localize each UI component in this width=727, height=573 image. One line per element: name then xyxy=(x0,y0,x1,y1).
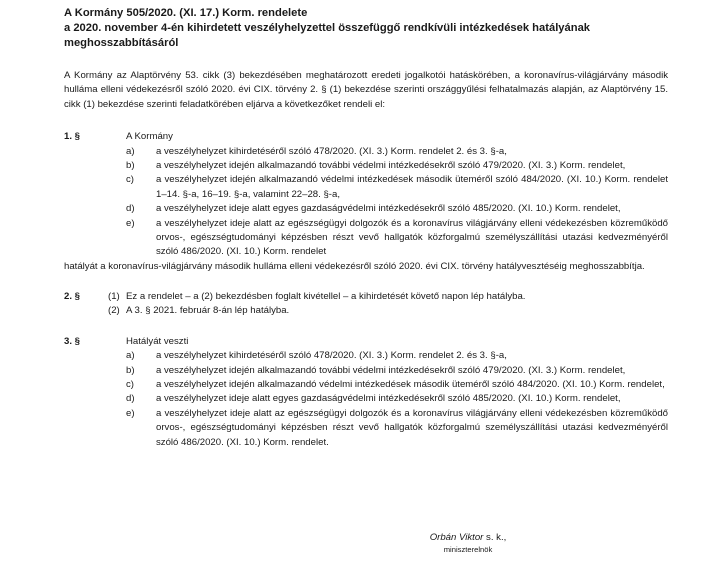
item-text: a veszélyhelyzet kihirdetéséről szóló 478/2020. (XI. 3.) Korm. rendelet 2. és 3. §-a, xyxy=(156,145,507,157)
paragraph xyxy=(108,290,668,304)
list-item xyxy=(126,407,668,450)
item-label: c) xyxy=(126,174,134,186)
item-label: c) xyxy=(126,379,134,391)
section-number: 1. § xyxy=(64,131,81,143)
item-text: a veszélyhelyzet kihirdetéséről szóló 478/2020. (XI. 3.) Korm. rendelet 2. és 3. §-a, xyxy=(156,350,507,362)
section-number: 3. § xyxy=(64,335,81,347)
section-closing: hatályát a koronavírus-világjárvány második hulláma elleni védekezésről szóló 2020. évi CIX. törvény hatályvesztéséig meghosszabbítja. xyxy=(64,260,645,272)
item-text: a veszélyhelyzet ideje alatt az egészségügyi dolgozók és a koronavírus világjárvány elleni védekezésben közreműködő orvos-, egészségtudományi képzésben részt vevő hallgatók közforgalmú személyszállítási utazási kedvezményéről szóló 486/2020. (XI. 10.) Korm. rendelet. xyxy=(156,407,668,448)
signatory-title: miniszterelnök xyxy=(443,545,493,555)
title-line: a 2020. november 4-én kihirdetett veszélyhelyzettel összefüggő rendkívüli intézkedések hatályának xyxy=(64,22,591,34)
list-item xyxy=(126,217,668,260)
section-2 xyxy=(64,290,668,319)
paragraph-label: (1) xyxy=(108,291,120,303)
item-label: e) xyxy=(126,407,135,419)
signatory-suffix: s. k., xyxy=(483,532,507,543)
item-label: a) xyxy=(126,350,135,362)
section-lead: A Kormány xyxy=(126,131,173,143)
item-text: a veszélyhelyzet idején alkalmazandó további védelmi intézkedésekről szóló 479/2020. (XI. 3.) Korm. rendelet, xyxy=(156,159,626,171)
signature-block xyxy=(418,531,518,555)
signatory-name-line xyxy=(418,531,518,545)
item-label: d) xyxy=(126,203,135,215)
list-item xyxy=(126,145,668,159)
item-label: d) xyxy=(126,393,135,405)
section-3 xyxy=(64,335,668,450)
paragraph-text: Ez a rendelet – a (2) bekezdésben foglalt kivétellel – a kihirdetését követő napon lép hatályba. xyxy=(126,291,526,303)
item-label: a) xyxy=(126,145,135,157)
item-label: e) xyxy=(126,217,135,229)
item-text: a veszélyhelyzet ideje alatt egyes gazdaságvédelmi intézkedésekről szóló 485/2020. (XI. 10.) Korm. rendelet, xyxy=(156,393,621,405)
item-text: a veszélyhelyzet ideje alatt egyes gazdaságvédelmi intézkedésekről szóló 485/2020. (XI. 10.) Korm. rendelet, xyxy=(156,203,621,215)
section-1 xyxy=(64,130,668,274)
list-item xyxy=(126,173,668,202)
item-text: a veszélyhelyzet idején alkalmazandó védelmi intézkedések második üteméről szóló 484/2020. (XI. 10.) Korm. rendelet, xyxy=(156,379,665,391)
section-number: 2. § xyxy=(64,291,81,303)
title-line: meghosszabbításáról xyxy=(64,37,179,49)
section-lead: Hatályát veszti xyxy=(126,335,189,347)
item-text: a veszélyhelyzet idején alkalmazandó védelmi intézkedések második üteméről szóló 484/2020. (XI. 10.) Korm. rendelet 1–14. §-a, 16–19. §-a, valamint 22–28. §-a, xyxy=(156,174,668,200)
item-label: b) xyxy=(126,159,135,171)
item-text: a veszélyhelyzet idején alkalmazandó további védelmi intézkedésekről szóló 479/2020. (XI. 3.) Korm. rendelet, xyxy=(156,364,626,376)
decree-title xyxy=(64,6,668,51)
list-item xyxy=(126,364,668,378)
list-item xyxy=(126,378,668,392)
document-page xyxy=(64,6,668,450)
item-label: b) xyxy=(126,364,135,376)
list-item xyxy=(126,349,668,363)
list-item xyxy=(126,202,668,216)
list-item xyxy=(126,159,668,173)
paragraph xyxy=(108,304,668,318)
paragraph-label: (2) xyxy=(108,305,120,317)
list-item xyxy=(126,392,668,406)
preamble: A Kormány az Alaptörvény 53. cikk (3) bekezdésében meghatározott eredeti jogalkotói hatáskörében, a koronavírus-világjárvány második hulláma elleni védekezésről szóló 2020. évi CIX. törvény 2. § (1) bekezdése szerinti országgyűlési felhatalmazás alapján, az Alaptörvény 15. cikk (1) bekezdése szerinti feladatkörében eljárva a következőket rendeli el: xyxy=(64,70,668,110)
paragraph-text: A 3. § 2021. február 8-án lép hatályba. xyxy=(126,305,290,317)
signatory-name: Orbán Viktor xyxy=(429,532,484,543)
item-text: a veszélyhelyzet ideje alatt az egészségügyi dolgozók és a koronavírus világjárvány elleni védekezésben közreműködő orvos-, egészségtudományi képzésben részt vevő hallgatók közforgalmú személyszállítási utazási kedvezményéről szóló 486/2020. (XI. 10.) Korm. rendelet xyxy=(156,217,668,258)
title-line: A Kormány 505/2020. (XI. 17.) Korm. rendelete xyxy=(64,7,308,19)
